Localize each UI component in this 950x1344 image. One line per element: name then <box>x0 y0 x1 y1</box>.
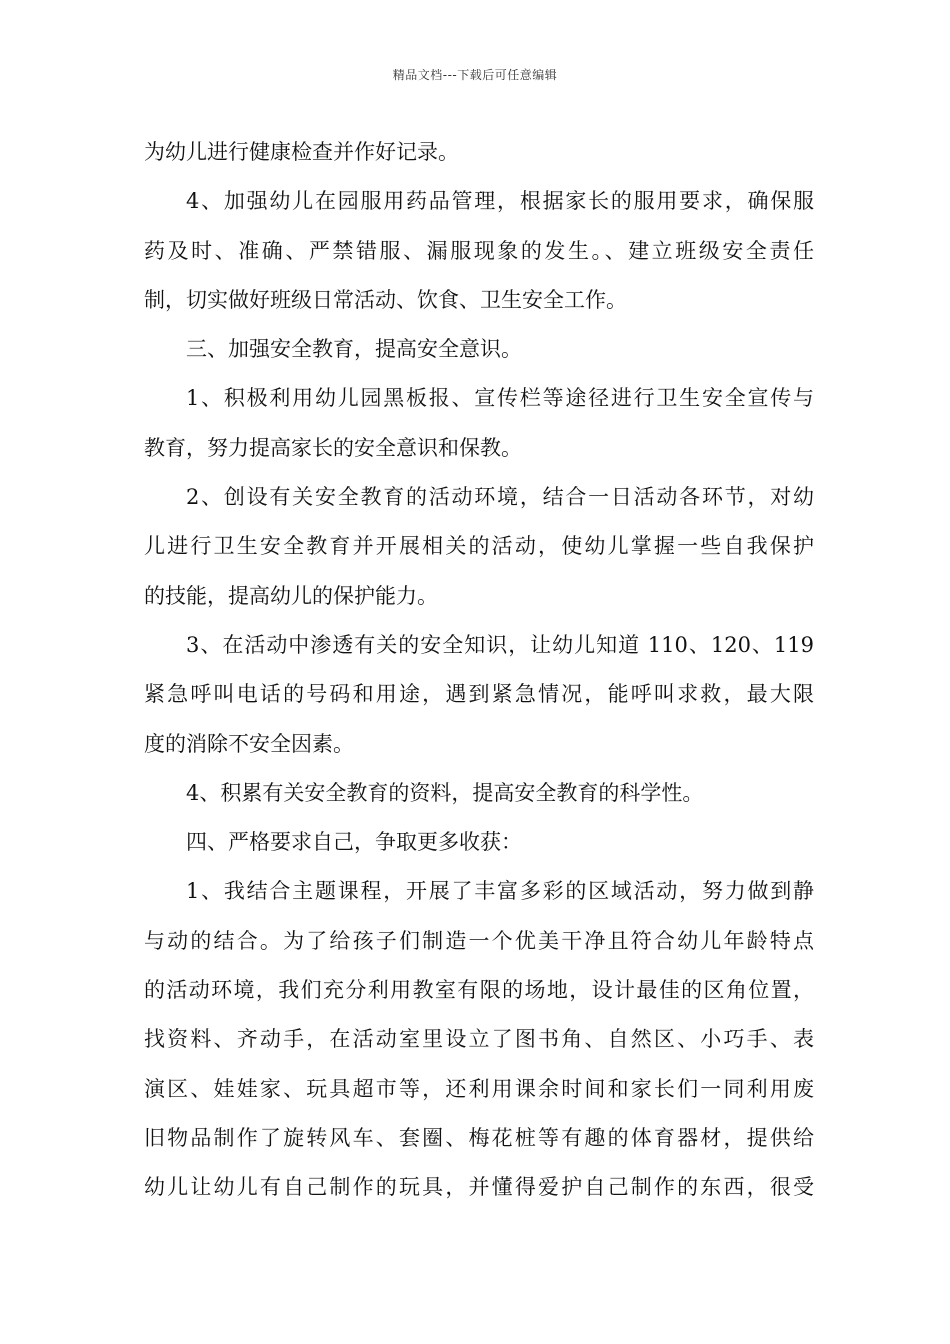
text-line: 4、积累有关安全教育的资料，提高安全教育的科学性。 <box>186 780 704 805</box>
text-line: 2、创设有关安全教育的活动环境，结合一日活动各环节，对幼 <box>186 485 814 510</box>
text-line: 幼儿让幼儿有自己制作的玩具，并懂得爱护自己制作的东西，很受 <box>144 1175 814 1200</box>
text-line: 度的消除不安全因素。 <box>144 731 354 756</box>
text-line: 制，切实做好班级日常活动、饮食、卫生安全工作。 <box>144 287 627 312</box>
text-line: 找资料、齐动手，在活动室里设立了图书角、自然区、小巧手、表 <box>144 1027 814 1052</box>
text-line: 演区、娃娃家、玩具超市等，还利用课余时间和家长们一同利用废 <box>144 1076 814 1101</box>
text-line: 与动的结合。为了给孩子们制造一个优美干净且符合幼儿年龄特点 <box>144 928 814 953</box>
body-text <box>144 128 814 1213</box>
text-line: 四、严格要求自己，争取更多收获： <box>186 830 522 855</box>
page-header: 精品文档---下载后可任意编辑 <box>392 68 558 82</box>
text-line: 为幼儿进行健康检查并作好记录。 <box>144 140 459 164</box>
text-line: 紧急呼叫电话的号码和用途，遇到紧急情况，能呼叫求救，最大限 <box>144 682 814 707</box>
text-line: 的技能，提高幼儿的保护能力。 <box>144 583 438 608</box>
text-line: 旧物品制作了旋转风车、套圈、梅花桩等有趣的体育器材，提供给 <box>144 1125 814 1150</box>
text-line: 4、加强幼儿在园服用药品管理，根据家长的服用要求，确保服 <box>186 189 814 214</box>
text-line: 3、在活动中渗透有关的安全知识，让幼儿知道 110、120、119 <box>186 632 814 657</box>
text-line: 1、我结合主题课程，开展了丰富多彩的区域活动，努力做到静 <box>186 879 814 904</box>
text-line: 的活动环境，我们充分利用教室有限的场地，设计最佳的区角位置， <box>144 978 814 1003</box>
text-line: 药及时、准确、严禁错服、漏服现象的发生。、建立班级安全责任 <box>144 238 814 263</box>
text-line: 教育，努力提高家长的安全意识和保教。 <box>144 435 522 460</box>
text-line: 1、积极利用幼儿园黑板报、宣传栏等途径进行卫生安全宣传与 <box>186 386 814 411</box>
text-line: 儿进行卫生安全教育并开展相关的活动，使幼儿掌握一些自我保护 <box>144 534 814 559</box>
text-line: 三、加强安全教育，提高安全意识。 <box>186 337 522 362</box>
